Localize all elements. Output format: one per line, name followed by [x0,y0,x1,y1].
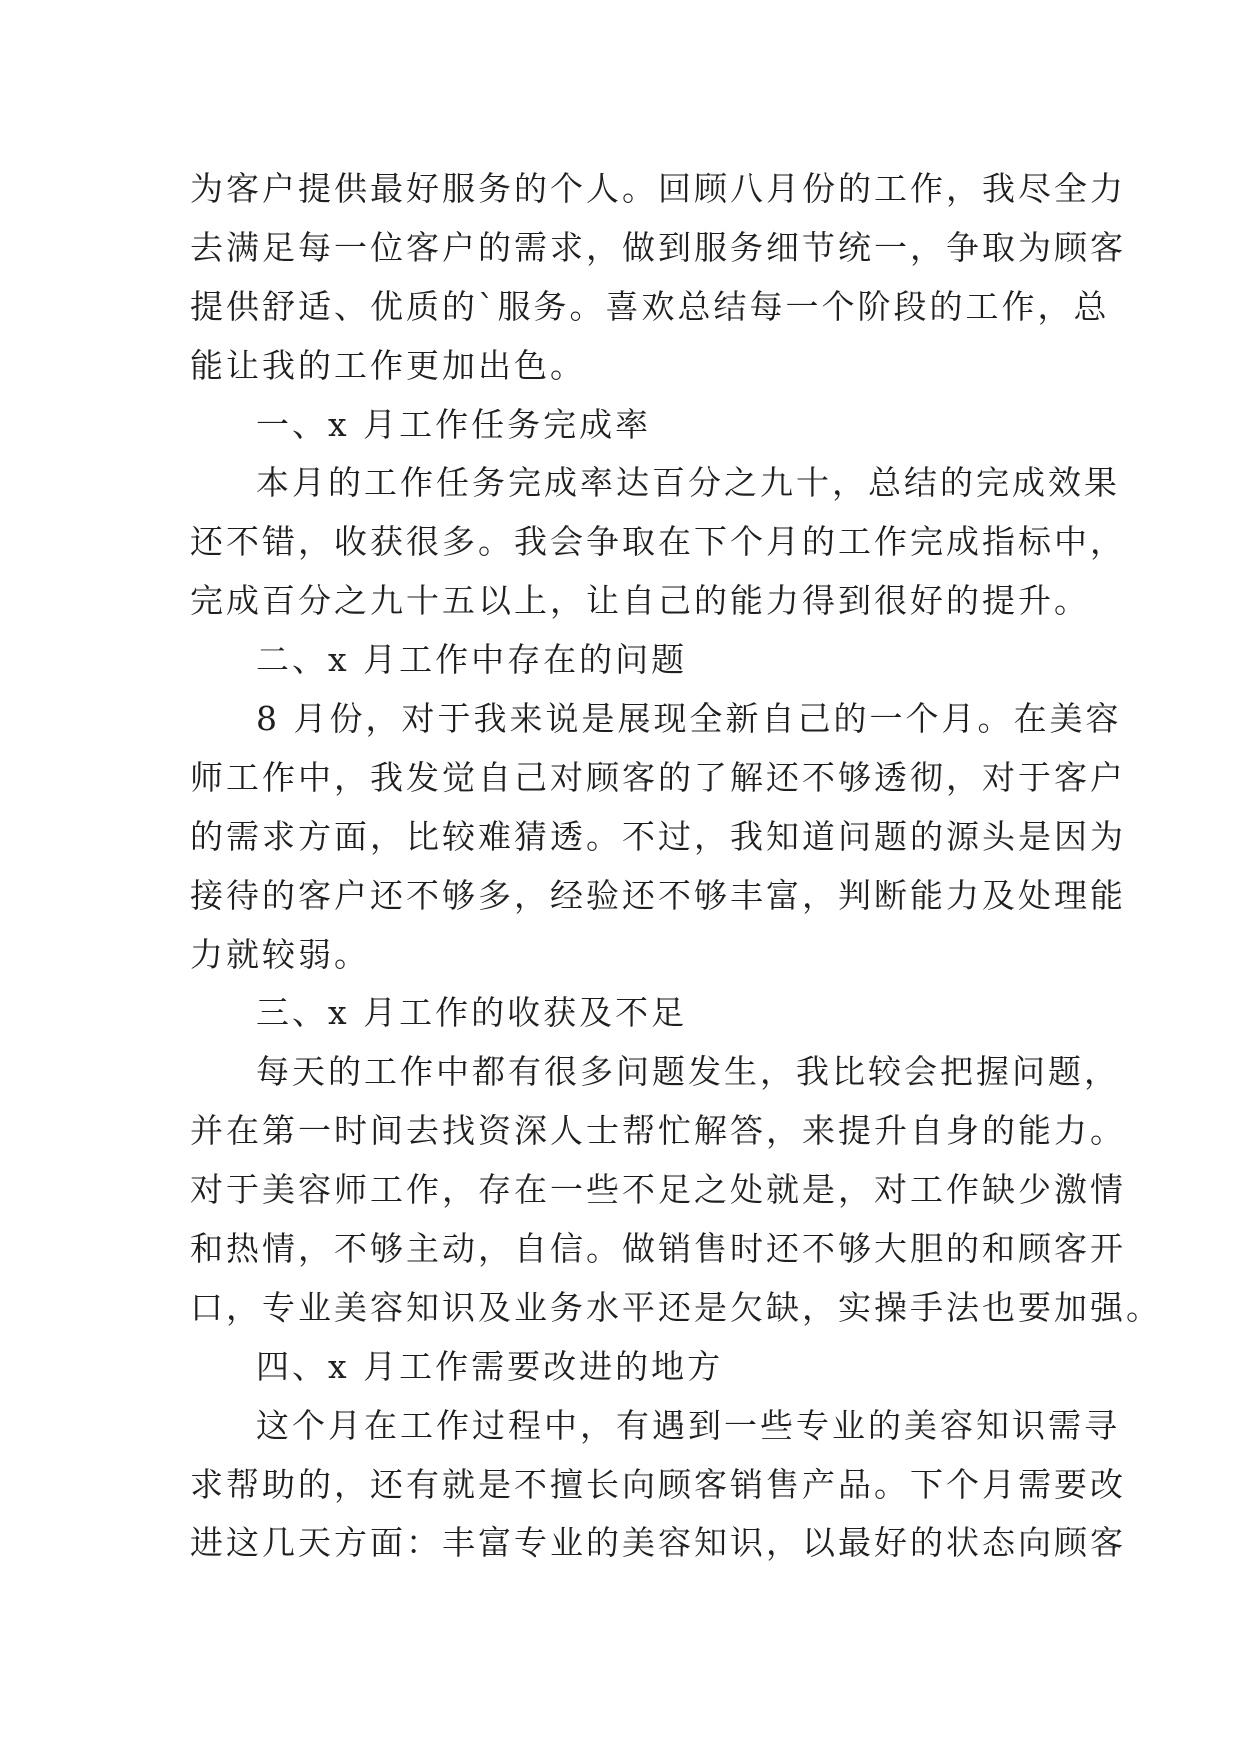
text-line: 去满足每一位客户的需求，做到服务细节统一，争取为顾客 [190,227,1126,267]
text-line: 完成百分之九十五以上，让自己的能力得到很好的提升。 [190,581,1090,621]
text-line: 进这几天方面：丰富专业的美容知识，以最好的状态向顾客 [190,1523,1126,1563]
text-line: 这个月在工作过程中，有遇到一些专业的美容知识需寻 [256,1405,1120,1445]
section-heading: 二、x 月工作中存在的问题 [256,640,688,680]
section-heading: 三、x 月工作的收获及不足 [256,993,688,1033]
text-line: 本月的工作任务完成率达百分之九十，总结的完成效果 [256,463,1120,503]
text-line: 和热情，不够主动，自信。做销售时还不够大胆的和顾客开 [190,1229,1126,1269]
text-line: 对于美容师工作，存在一些不足之处就是，对工作缺少激情 [190,1170,1126,1210]
text-line: 提供舒适、优质的`服务。喜欢总结每一个阶段的工作，总 [190,286,1110,326]
text-line: 8 月份，对于我来说是展现全新自己的一个月。在美容 [256,699,1122,739]
text-line: 为客户提供最好服务的个人。回顾八月份的工作，我尽全力 [190,169,1126,208]
text-line: 每天的工作中都有很多问题发生，我比较会把握问题， [256,1052,1120,1092]
section-heading: 四、x 月工作需要改进的地方 [256,1346,724,1386]
text-line: 还不错，收获很多。我会争取在下个月的工作完成指标中， [190,522,1126,562]
text-line: 接待的客户还不够多，经验还不够丰富，判断能力及处理能 [190,875,1126,915]
section-heading: 一、x 月工作任务完成率 [256,404,652,444]
body-text [190,160,1162,1573]
text-line: 能让我的工作更加出色。 [190,345,586,385]
text-line: 师工作中，我发觉自己对顾客的了解还不够透彻，对于客户 [190,757,1126,797]
text-line: 并在第一时间去找资深人士帮忙解答，来提升自身的能力。 [190,1111,1126,1151]
text-line: 口，专业美容知识及业务水平还是欠缺，实操手法也要加强。 [190,1287,1162,1327]
text-line: 的需求方面，比较难猜透。不过，我知道问题的源头是因为 [190,816,1126,856]
text-line: 力就较弱。 [190,934,370,974]
text-line: 求帮助的，还有就是不擅长向顾客销售产品。下个月需要改 [190,1464,1126,1504]
